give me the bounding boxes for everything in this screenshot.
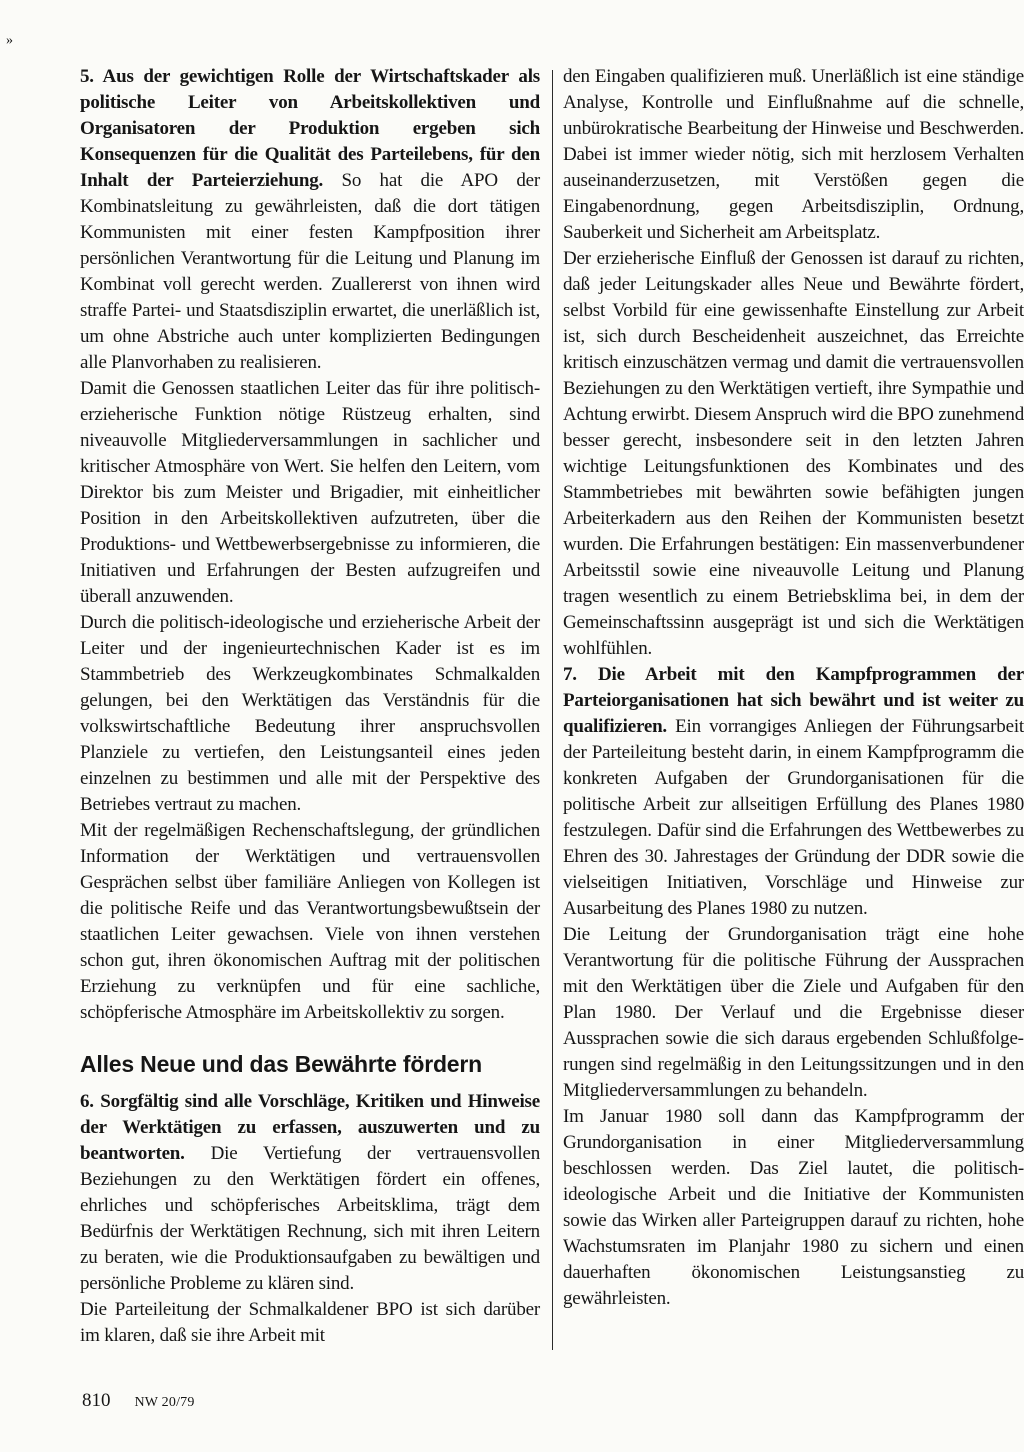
- margin-mark: »: [6, 33, 13, 48]
- paragraph-der: Der erzieherische Einfluß der Genossen ist darauf zu richten, daß jeder Leitungskader alles Neue und Bewährte fördert, selbst Vorbild für eine gewissenhafte Einstellung zur Arbeit ist, sich durch Bescheidenheit auszeichnet, das Erreichte kritisch einzuschätzen vermag und damit die vertrauensvollen Beziehungen zu den Werktätigen vertieft, ihre Sympathie und Achtung erwirbt. Diesem Anspruch wird die BPO zunehmend besser gerecht, insbesondere seit in den letzten Jahren wichtige Leitungsfunktionen des Kombinates und des Stammbetriebes mit bewährten sowie befähigten jungen Arbeiterkadern aus den Reihen der Kommunisten besetzt wurden. Die Erfahrungen bestätigen: Ein massenverbundener Arbeitsstil sowie eine niveauvolle Leitung und Planung tragen wesentlich zu einem Betriebsklima bei, in dem der Gemeinschaftssinn ausgeprägt ist und sich die Werktätigen wohlfühlen.: [563, 248, 1024, 659]
- left-column: [80, 64, 540, 1349]
- page-number: 810: [82, 1390, 111, 1411]
- paragraph-continued: den Eingaben qualifizieren muß. Unerläßlich ist eine ständige Analyse, Kontrolle und Einflußnahme auf die schnelle, unbürokratische Bearbeitung der Hinweise und Beschwerden. Dabei ist immer wieder nötig, sich mit herzlosem Verhalten auseinanderzusetzen, mit Verstößen gegen die Eingabenordnung, gegen Arbeitsdisziplin, Ordnung, Sauberkeit und Sicherheit am Arbeitsplatz.: [563, 66, 1024, 243]
- paragraph-januar: Im Januar 1980 soll dann das Kampfprogramm der Grundorganisation in einer Mitgliederversammlung beschlossen werden. Das Ziel lautet, die politisch-ideologische Arbeit und die Initiative der Kommunisten sowie das Wirken aller Parteigruppen darauf zu richten, hohe Wachstumsraten im Planjahr 1980 zu sichern und einen dauerhaften ökonomischen Leistungsanstieg zu gewährleisten.: [563, 1106, 1024, 1309]
- right-column: [563, 64, 1024, 1312]
- paragraph-durch: Durch die politisch-ideologische und erzieherische Arbeit der Leiter und der ingenieurtechnischen Kader ist es im Stammbetrieb des Werkzeugkombinates Schmalkalden gelungen, bei den Werktätigen das Verständnis für die volkswirtschaftliche Bedeutung ihrer anspruchsvollen Planziele zu vertiefen, den Leistungsanteil eines jeden einzelnen zu bestimmen und alle mit der Perspektive des Betriebes vertraut zu machen.: [80, 612, 540, 815]
- paragraph-5-lead: 5. Aus der gewichtigen Rolle der Wirtschaftskader als politische Leiter von Arbeitskollektiven und Organisatoren der Produktion ergeben sich Konsequenzen für die Qualität des Parteilebens, für den Inhalt der Parteierziehung.: [80, 66, 540, 191]
- page-footer: [82, 1390, 195, 1412]
- paragraph-5: [80, 64, 540, 376]
- paragraph-7-lead: 7. Die Arbeit mit den Kampfprogrammen der Parteiorganisationen hat sich bewährt und ist weiter zu qualifizieren.: [563, 664, 1024, 737]
- paragraph-7-body: Ein vorrangiges Anliegen der Führungsarbeit der Parteileitung besteht darin, in einem Kampfprogramm die konkreten Aufgaben der Grundorganisationen für die politische Arbeit zur allseitigen Erfüllung des Planes 1980 festzulegen. Dafür sind die Erfahrungen des Wettbewerbes zu Ehren des 30. Jahrestages der Gründung der DDR sowie die vielseitigen Initiativen, Vorschläge und Hinweise zur Ausarbeitung des Planes 1980 zu nutzen.: [563, 716, 1024, 919]
- paragraph-leitung: Die Leitung der Grundorganisation trägt eine hohe Verantwortung für die politische Führung der Aussprachen mit den Werktätigen über die Ziele und Aufgaben für den Plan 1980. Der Verlauf und die Ergebnisse dieser Aussprachen sowie die sich daraus ergebenden Schlußfolgerungen sind regelmäßig in den Leitungssitzungen und in den Mitgliederversammlungen zu behandeln.: [563, 924, 1024, 1101]
- paragraph-parteileitung: Die Parteileitung der Schmalkaldener BPO ist sich darüber im klaren, daß sie ihre Arbeit mit: [80, 1299, 540, 1346]
- issue-label: NW 20/79: [134, 1395, 195, 1410]
- paragraph-6: [80, 1089, 540, 1297]
- paragraph-6-lead: 6. Sorgfältig sind alle Vorschläge, Kritiken und Hinweise der Werktätigen zu erfassen, auszuwerten und zu beantworten.: [80, 1091, 540, 1164]
- paragraph-damit: Damit die Genossen staatlichen Leiter das für ihre politisch-erzieherische Funktion nötige Rüstzeug erhalten, sind niveauvolle Mitgliederversammlungen in sachlicher und kritischer Atmosphäre von Wert. Sie helfen den Leitern, vom Direktor bis zum Meister und Brigadier, mit einheitlicher Position in den Arbeitskollektiven aufzutreten, über die Produktions- und Wettbewerbsergebnisse zu informieren, die Initiativen und Erfahrungen der Besten aufzugreifen und überall anzuwenden.: [80, 378, 540, 607]
- section-heading: Alles Neue und das Bewährte fördern: [80, 1051, 482, 1077]
- paragraph-7: [563, 662, 1024, 922]
- paragraph-5-body: So hat die APO der Kombinatsleitung zu gewährleisten, daß die dort tätigen Kommunisten mit einer festen Kampfposition ihrer persönlichen Verantwortung für die Leitung und Planung im Kombinat voll gerecht werden. Zuallererst von ihnen wird straffe Partei- und Staatsdisziplin erwartet, die unerläßlich ist, um ohne Abstriche auch unter komplizierten Bedingungen alle Planvorhaben zu realisieren.: [80, 170, 540, 373]
- paragraph-6-body: Die Vertiefung der vertrauensvollen Beziehungen zu den Werktätigen fördert ein offenes, ehrliches und schöpferisches Arbeitsklima, trägt dem Bedürfnis der Werktätigen Rechnung, sich mit ihren Leitern zu beraten, wie die Produktionsaufgaben zu bewältigen und persönliche Probleme zu klären sind.: [80, 1143, 540, 1294]
- column-divider: [552, 70, 553, 1350]
- paragraph-mit: Mit der regelmäßigen Rechenschaftslegung, der gründlichen Information der Werktätigen und vertrauensvollen Gesprächen selbst über familiäre Anliegen von Kollegen ist die politische Reife und das Verantwortungsbewußtsein der staatlichen Leiter gewachsen. Viele von ihnen verstehen schon gut, ihren ökonomischen Auftrag mit der politischen Erziehung zu verknüpfen und für eine sachliche, schöpferische Atmosphäre im Arbeitskollektiv zu sorgen.: [80, 820, 540, 1023]
